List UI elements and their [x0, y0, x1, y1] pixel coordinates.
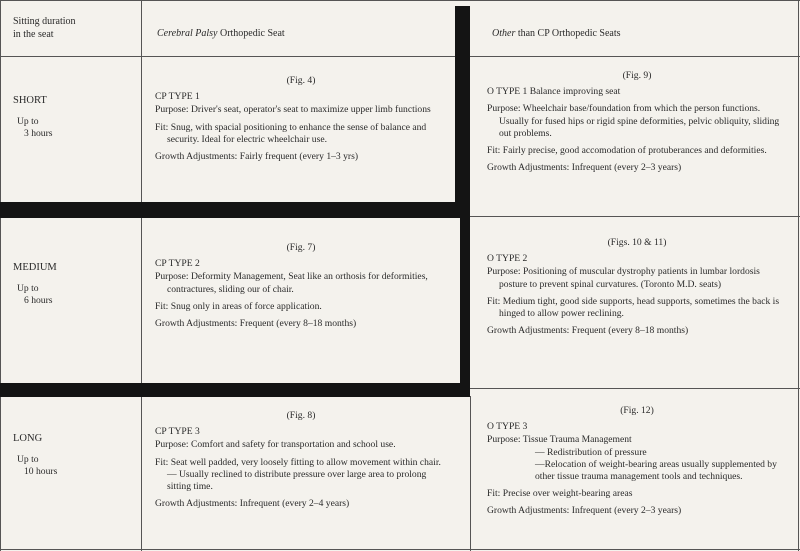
row-label-long [13, 432, 57, 478]
header-other-seats [492, 27, 621, 40]
header-duration-line2: in the seat [13, 29, 54, 40]
o-type-3-cell [487, 405, 787, 518]
cell-purpose-sub1: — Redistribution of pressure [535, 446, 647, 458]
cell-fit: Fit: Medium tight, good side supports, head supports, sometimes the back is hinged to allow power reclining. [487, 295, 780, 320]
cp-type-2-cell [155, 242, 447, 330]
bottom-border [0, 549, 800, 550]
figure-ref: (Figs. 10 & 11) [607, 237, 667, 248]
cell-title: CP TYPE 1 [155, 91, 200, 103]
cell-purpose: Purpose: Positioning of muscular dystrophy patients in lumbar lordosis posture to prevent spinal curvatures. (Toronto M.D. seats) [487, 266, 760, 290]
right-border [798, 0, 799, 551]
cell-purpose-sub2: —Relocation of weight-bearing areas usually supplemented by other tissue trauma management tools and techniques. [535, 458, 777, 483]
cp-type-1-cell [155, 75, 447, 163]
cell-growth: Growth Adjustments: Infrequent (every 2–3 years) [487, 505, 682, 517]
cell-growth: Growth Adjustments: Frequent (every 8–18 months) [487, 325, 689, 337]
figure-ref: (Fig. 12) [620, 405, 654, 416]
row-long-dur1: Up to [17, 454, 39, 465]
cell-growth: Growth Adjustments: Fairly frequent (every 1–3 yrs) [155, 151, 359, 163]
cell-growth: Growth Adjustments: Frequent (every 8–18 months) [155, 318, 357, 330]
top-border [0, 0, 800, 1]
row-short-label: SHORT [13, 95, 47, 106]
row-short-dur1: Up to [17, 116, 39, 127]
cell-title: CP TYPE 3 [155, 426, 200, 438]
row-line-right-2 [470, 388, 800, 389]
row-long-label: LONG [13, 433, 43, 444]
header-cp-seat [157, 27, 285, 40]
cell-fit: Fit: Snug only in areas of force application. [155, 300, 322, 312]
figure-ref: (Fig. 8) [286, 410, 316, 421]
cell-purpose: Purpose: Tissue Trauma Management [487, 434, 632, 446]
row-label-medium [13, 261, 57, 307]
vertical-divider-bar-lower [460, 216, 470, 396]
cell-title: CP TYPE 2 [155, 258, 200, 270]
header-cp-italic: Cerebral Palsy [157, 28, 218, 39]
figure-ref: (Fig. 9) [622, 70, 652, 81]
header-duration-line1: Sitting duration [13, 16, 76, 27]
header-other-rest: than CP Orthopedic Seats [515, 28, 621, 39]
row-label-short [13, 94, 53, 140]
row-medium-label: MEDIUM [13, 262, 57, 273]
header-duration [13, 15, 76, 41]
row-long-dur2: 10 hours [24, 466, 58, 477]
cell-title: O TYPE 2 [487, 253, 528, 265]
column-divider-1 [141, 0, 142, 551]
cell-title: O TYPE 3 [487, 421, 528, 433]
cell-title: O TYPE 1 Balance improving seat [487, 86, 621, 98]
row-short-dur2: 3 hours [24, 128, 53, 139]
o-type-2-cell [487, 237, 787, 337]
figure-ref: (Fig. 4) [286, 75, 316, 86]
cell-growth: Growth Adjustments: Infrequent (every 2–3 years) [487, 162, 682, 174]
header-other-italic: Other [492, 28, 516, 39]
header-divider [0, 56, 800, 57]
cell-purpose: Purpose: Comfort and safety for transportation and school use. [155, 439, 396, 451]
cell-fit: Fit: Fairly precise, good accomodation of protuberances and deformities. [487, 145, 767, 157]
row-medium-dur1: Up to [17, 283, 39, 294]
cell-purpose: Purpose: Wheelchair base/foundation from which the person functions. Usually for fused hips or rigid spine deformities, pelvic obliquity, sliding out problems. [487, 103, 780, 139]
cell-fit: Fit: Precise over weight-bearing areas [487, 488, 633, 500]
cp-type-3-cell [155, 410, 447, 510]
header-cp-rest: Orthopedic Seat [217, 28, 285, 39]
row-medium-dur2: 6 hours [24, 295, 53, 306]
left-border [0, 0, 1, 551]
cell-fit: Fit: Snug, with spacial positioning to enhance the sense of balance and security. Ideal for electric wheelchair use. [155, 121, 427, 145]
vertical-divider-bar [455, 6, 470, 216]
cell-growth: Growth Adjustments: Infrequent (every 2–4 years) [155, 498, 350, 510]
row-line-right-1 [470, 216, 800, 217]
column-divider-2-bottom [470, 396, 471, 551]
cell-purpose: Purpose: Driver's seat, operator's seat to maximize upper limb functions [155, 104, 431, 116]
row-divider-bar-2 [0, 383, 470, 397]
cell-purpose: Purpose: Deformity Management, Seat like an orthosis for deformities, contractures, sliding our of chair. [155, 271, 428, 295]
cell-fit: Fit: Seat well padded, very loosely fitting to allow movement within chair. — Usually reclined to distribute pressure over large area to prolong sitting time. [155, 456, 441, 493]
o-type-1-cell [487, 70, 787, 174]
figure-ref: (Fig. 7) [286, 242, 316, 253]
row-divider-bar-1 [0, 202, 470, 218]
